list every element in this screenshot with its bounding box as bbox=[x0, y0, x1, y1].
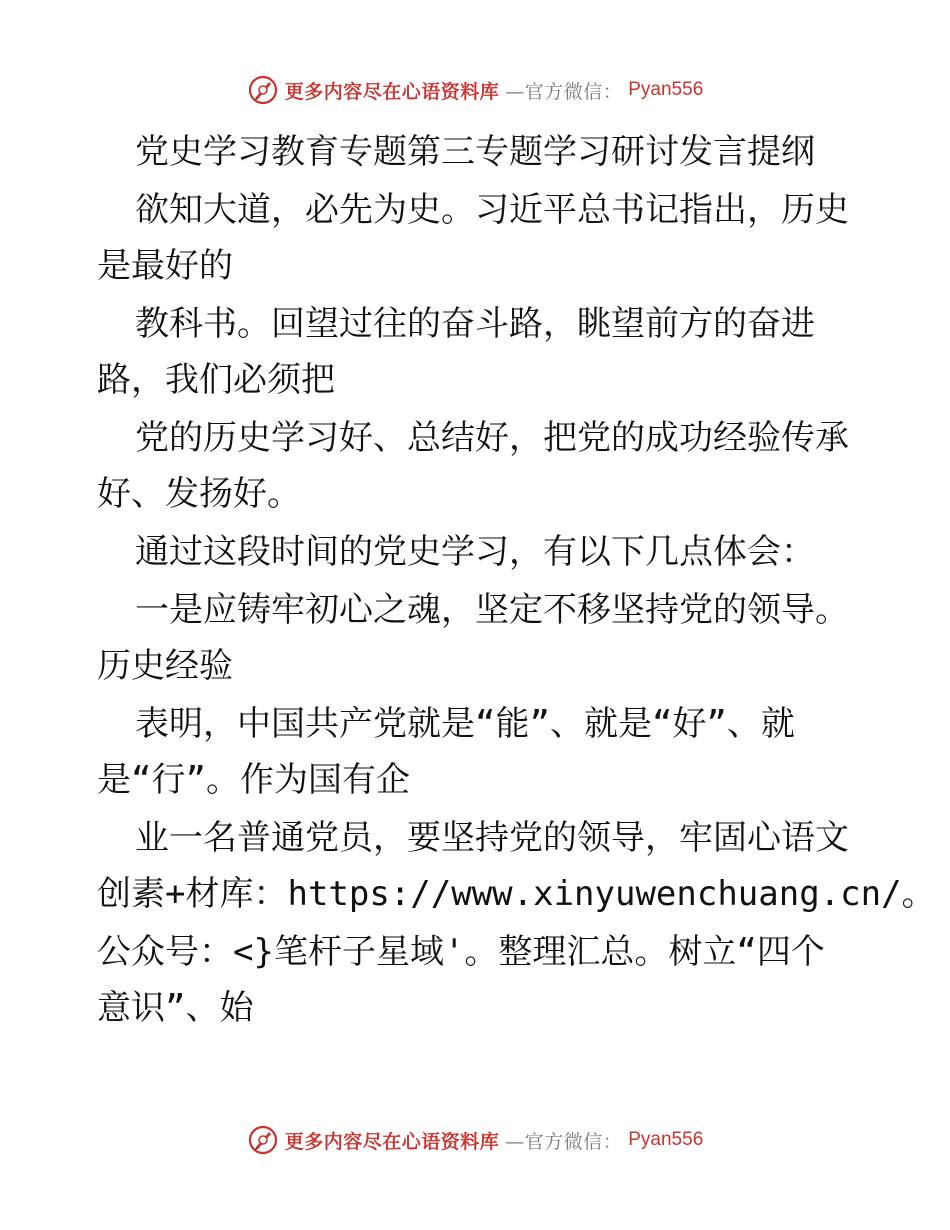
banner-main-text: 更多内容尽在心语资料库 bbox=[284, 1130, 500, 1153]
banner-sub-text: —官方微信： bbox=[505, 80, 623, 103]
doc-line-7: 通过这段时间的党史学习，有以下几点体会： bbox=[135, 532, 815, 572]
banner-sub-text: —官方微信： bbox=[505, 1130, 623, 1153]
doc-line-11: 是“行”。作为国有企 bbox=[97, 760, 410, 800]
doc-line-5: 党的历史学习好、总结好，把党的成功经验传承 bbox=[135, 418, 849, 458]
doc-line-13: 创素+材库：https://www.xinyuwenchuang.cn/。 bbox=[97, 874, 936, 914]
doc-line-14: 公众号：<}笔杆子星域'。整理汇总。树立“四个 bbox=[97, 932, 825, 972]
doc-line-12: 业一名普通党员，要坚持党的领导，牢固心语文 bbox=[135, 818, 849, 858]
doc-line-4: 路，我们必须把 bbox=[97, 360, 335, 400]
doc-line-1: 欲知大道，必先为史。习近平总书记指出，历史 bbox=[135, 190, 849, 230]
banner-main-text: 更多内容尽在心语资料库 bbox=[284, 80, 500, 103]
quill-seal-icon bbox=[247, 74, 279, 106]
doc-line-10: 表明，中国共产党就是“能”、就是“好”、就 bbox=[135, 704, 795, 744]
banner-wechat-id: Pyan556 bbox=[628, 79, 704, 100]
doc-line-15: 意识”、始 bbox=[97, 988, 254, 1028]
doc-line-6: 好、发扬好。 bbox=[97, 474, 301, 514]
banner-wechat-id: Pyan556 bbox=[628, 1129, 704, 1150]
doc-line-8: 一是应铸牢初心之魂，坚定不移坚持党的领导。 bbox=[135, 590, 849, 630]
header-banner bbox=[0, 70, 950, 110]
quill-seal-icon bbox=[247, 1124, 279, 1156]
doc-line-3: 教科书。回望过往的奋斗路，眺望前方的奋进 bbox=[135, 304, 815, 344]
doc-line-9: 历史经验 bbox=[97, 646, 233, 686]
doc-title: 党史学习教育专题第三专题学习研讨发言提纲 bbox=[135, 132, 815, 172]
doc-line-2: 是最好的 bbox=[97, 246, 233, 286]
footer-banner bbox=[0, 1120, 950, 1160]
